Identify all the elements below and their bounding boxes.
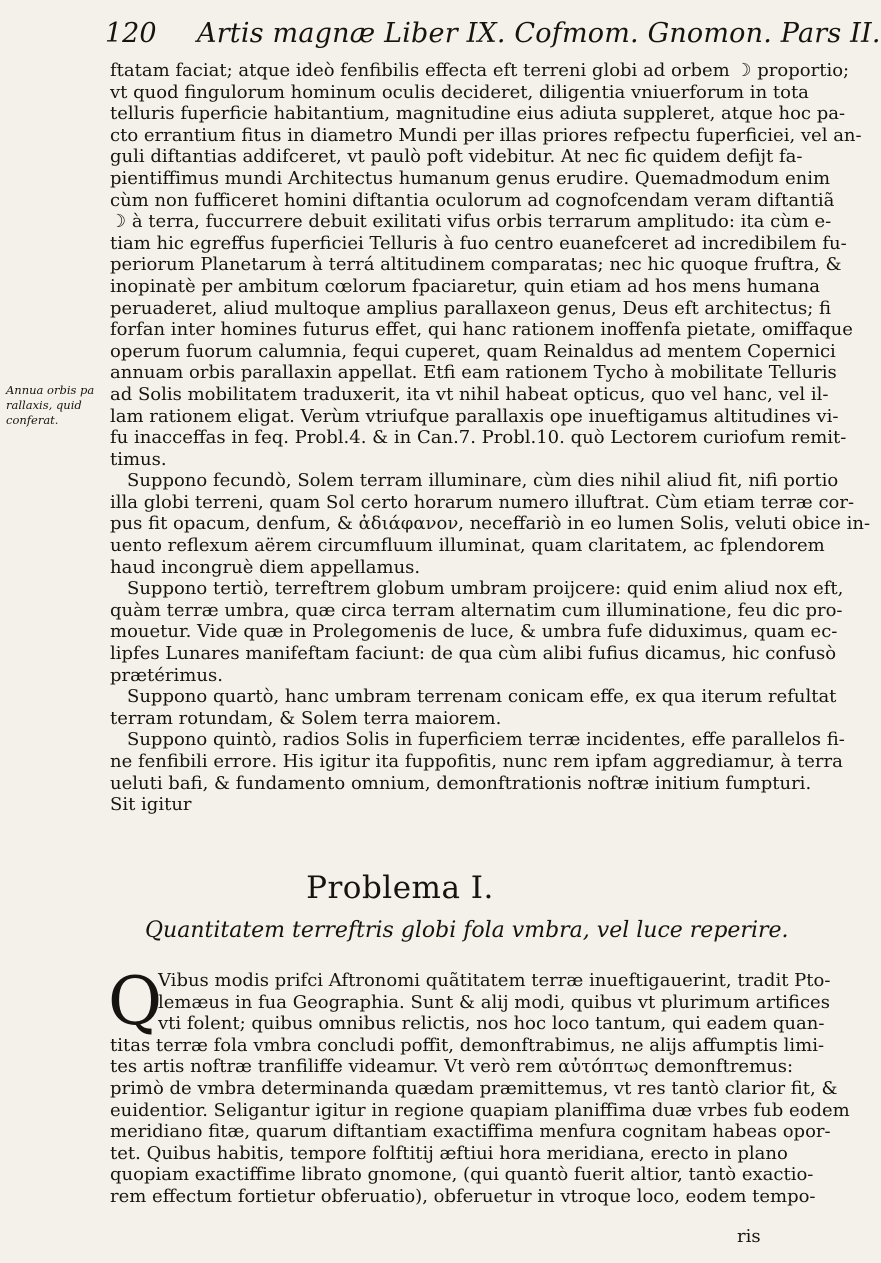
text-line: Sit igitur: [110, 794, 192, 816]
catchword: ris: [737, 1226, 761, 1247]
text-line: ftatam faciat; atque ideò fenfibilis effecta eft terreni globi ad orbem ☽ proportio;: [110, 60, 850, 81]
text-line: ad Solis mobilitatem traduxerit, ita vt nihil habeat opticus, quo vel hanc, vel il-: [110, 383, 829, 405]
text-line: timus.: [110, 448, 167, 470]
text-line: ne fenfibili errore. His igitur ita fuppofitis, nunc rem ipfam aggrediamur, à terra: [110, 751, 843, 772]
text-line: lipfes Lunares manifeftam faciunt: de qua cùm alibi fufius dicamus, hic confusò: [110, 643, 837, 665]
text-line: Suppono tertiò, terreftrem globum umbram proijcere: quid enim aliud nox eft,: [127, 578, 844, 600]
text-line: Vibus modis prifci Aftronomi quãtitatem terræ inueftigauerint, tradit Pto-: [158, 970, 831, 991]
text-line: euidentior. Seligantur igitur in regione quapiam planiffima duæ vrbes fub eodem: [110, 1099, 850, 1121]
text-line: telluris fuperficie habitantium, magnitudine eius adiuta suppleret, atque hoc pa-: [110, 103, 846, 125]
text-line: cto errantium fitus in diametro Mundi per illas priores refpectu fuperficiei, vel an-: [110, 124, 862, 146]
paragraph-suppono-quinto: [110, 729, 845, 816]
paragraph-suppono-quarto: [110, 686, 837, 729]
text-line: pientiffimus mundi Architectus humanum genus erudire. Quemadmodum enim: [110, 167, 831, 189]
text-line: pus fit opacum, denfum, & ἀδιάφανον, neceffariò in eo lumen Solis, veluti obice in-: [110, 513, 871, 535]
problem-text: [108, 963, 850, 1208]
text-line: vti folent; quibus omnibus relictis, nos hoc loco tantum, qui eadem quan-: [158, 1013, 825, 1035]
paragraph-problem: [108, 963, 850, 1208]
text-line: titas terræ fola vmbra concludi poffit, demonftrabimus, ne alijs affumptis limi-: [110, 1034, 825, 1056]
text-line: fu inacceffas in feq. Probl.4. & in Can.7. Probl.10. quò Lectorem curiofum remit-: [110, 427, 847, 449]
text-line: operum fuorum calumnia, fequi cuperet, quam Reinaldus ad mentem Copernici: [110, 340, 836, 362]
text-line: peruaderet, aliud multoque amplius parallaxeon genus, Deus eft architectus; fi: [110, 297, 831, 319]
text-line: ueluti bafi, & fundamento omnium, demonftrationis noftræ initium fumpturi.: [110, 772, 812, 794]
text-line: prætérimus.: [110, 664, 223, 686]
text-line: Suppono quartò, hanc umbram terrenam conicam effe, ex qua iterum refultat: [127, 686, 837, 708]
running-header: [105, 14, 881, 54]
text-line: rem effectum fortietur obferuatio), obferuetur in vtroque loco, eodem tempo-: [110, 1185, 816, 1207]
main-text: [110, 60, 871, 816]
text-line: tiam hic egreffus fuperficiei Telluris à fuo centro euanefceret ad incredibilem fu-: [110, 232, 847, 254]
text-line: inopinatè per ambitum cœlorum fpaciaretur, quin etiam ad hos mens humana: [110, 275, 820, 297]
text-line: Suppono quintò, radios Solis in fuperficiem terræ incidentes, effe parallelos fi-: [127, 729, 845, 751]
text-line: forfan inter homines futurus effet, qui hanc rationem inoffenfa pietate, omiffaque: [110, 319, 853, 341]
drop-capital: Q: [108, 963, 163, 1040]
text-line: lemæus in fua Geographia. Sunt & alij modi, quibus vt plurimum artifices: [158, 991, 830, 1013]
text-line: primò de vmbra determinanda quædam præmittemus, vt res tantò clarior fit, &: [110, 1077, 838, 1099]
problem-heading: Problema I.: [306, 870, 494, 906]
text-line: terram rotundam, & Solem terra maiorem.: [110, 707, 502, 729]
text-line: tes artis noftræ tranfiliffe videamur. Vt verò rem αὐτόπτως demonftremus:: [110, 1056, 794, 1078]
marginal-note: Annua orbis pa rallaxis, quid conferat.: [6, 383, 95, 427]
text-line: vt quod fingulorum hominum oculis decideret, diligentia vniuerforum in tota: [110, 81, 809, 103]
text-line: tet. Quibus habitis, tempore folftitij æftiui hora meridiana, erecto in plano: [110, 1142, 788, 1164]
text-line: annuam orbis parallaxin appellat. Etfi eam rationem Tycho à mobilitate Telluris: [110, 362, 837, 384]
text-line: uento reflexum aërem circumfluum illuminat, quam claritatem, ac fplendorem: [110, 535, 825, 557]
text-line: ☽ à terra, fuccurrere debuit exilitati vifus orbis terrarum amplitudo: ita cùm e-: [110, 211, 832, 233]
text-line: periorum Planetarum à terrá altitudinem comparatas; nec hic quoque fruftra, &: [110, 254, 842, 276]
page-number: 120: [105, 18, 157, 49]
text-line: Suppono fecundò, Solem terram illuminare, cùm dies nihil aliud fit, nifi portio: [127, 470, 839, 492]
paragraph-suppono-tertio: [110, 578, 844, 686]
text-line: illa globi terreni, quam Sol certo horarum numero illuftrat. Cùm etiam terræ cor-: [110, 491, 855, 513]
text-line: quopiam exactiffime librato gnomone, (qui quantò fuerit altior, tantò exactio-: [110, 1164, 814, 1186]
text-line: meridiano fitæ, quarum diftantiam exactiffima menfura cognitam habeas opor-: [110, 1121, 831, 1143]
text-line: mouetur. Vide quæ in Prolegomenis de luce, & umbra fufe diduximus, quam ec-: [110, 621, 838, 643]
paragraph-suppono-secundo: [110, 470, 871, 578]
text-line: cùm non fufficeret homini diftantia oculorum ad cognofcendam veram diftantiã: [110, 189, 835, 211]
problem-subtitle: Quantitatem terreftris globi fola vmbra, vel luce reperire.: [145, 918, 789, 943]
text-line: quàm terræ umbra, quæ circa terram alternatim cum illuminatione, feu dic pro-: [110, 599, 843, 621]
text-line: lam rationem eligat. Verùm vtriufque parallaxis ope inueftigamus altitudines vi-: [110, 405, 839, 427]
text-line: haud incongruè diem appellamus.: [110, 556, 421, 578]
running-title: Artis magnæ Liber IX. Cofmom. Gnomon. Pars II.: [197, 18, 881, 49]
text-line: guli diftantias addifceret, vt paulò poft videbitur. At nec fic quidem defijt fa-: [110, 146, 803, 168]
paragraph-intro: [110, 60, 862, 470]
